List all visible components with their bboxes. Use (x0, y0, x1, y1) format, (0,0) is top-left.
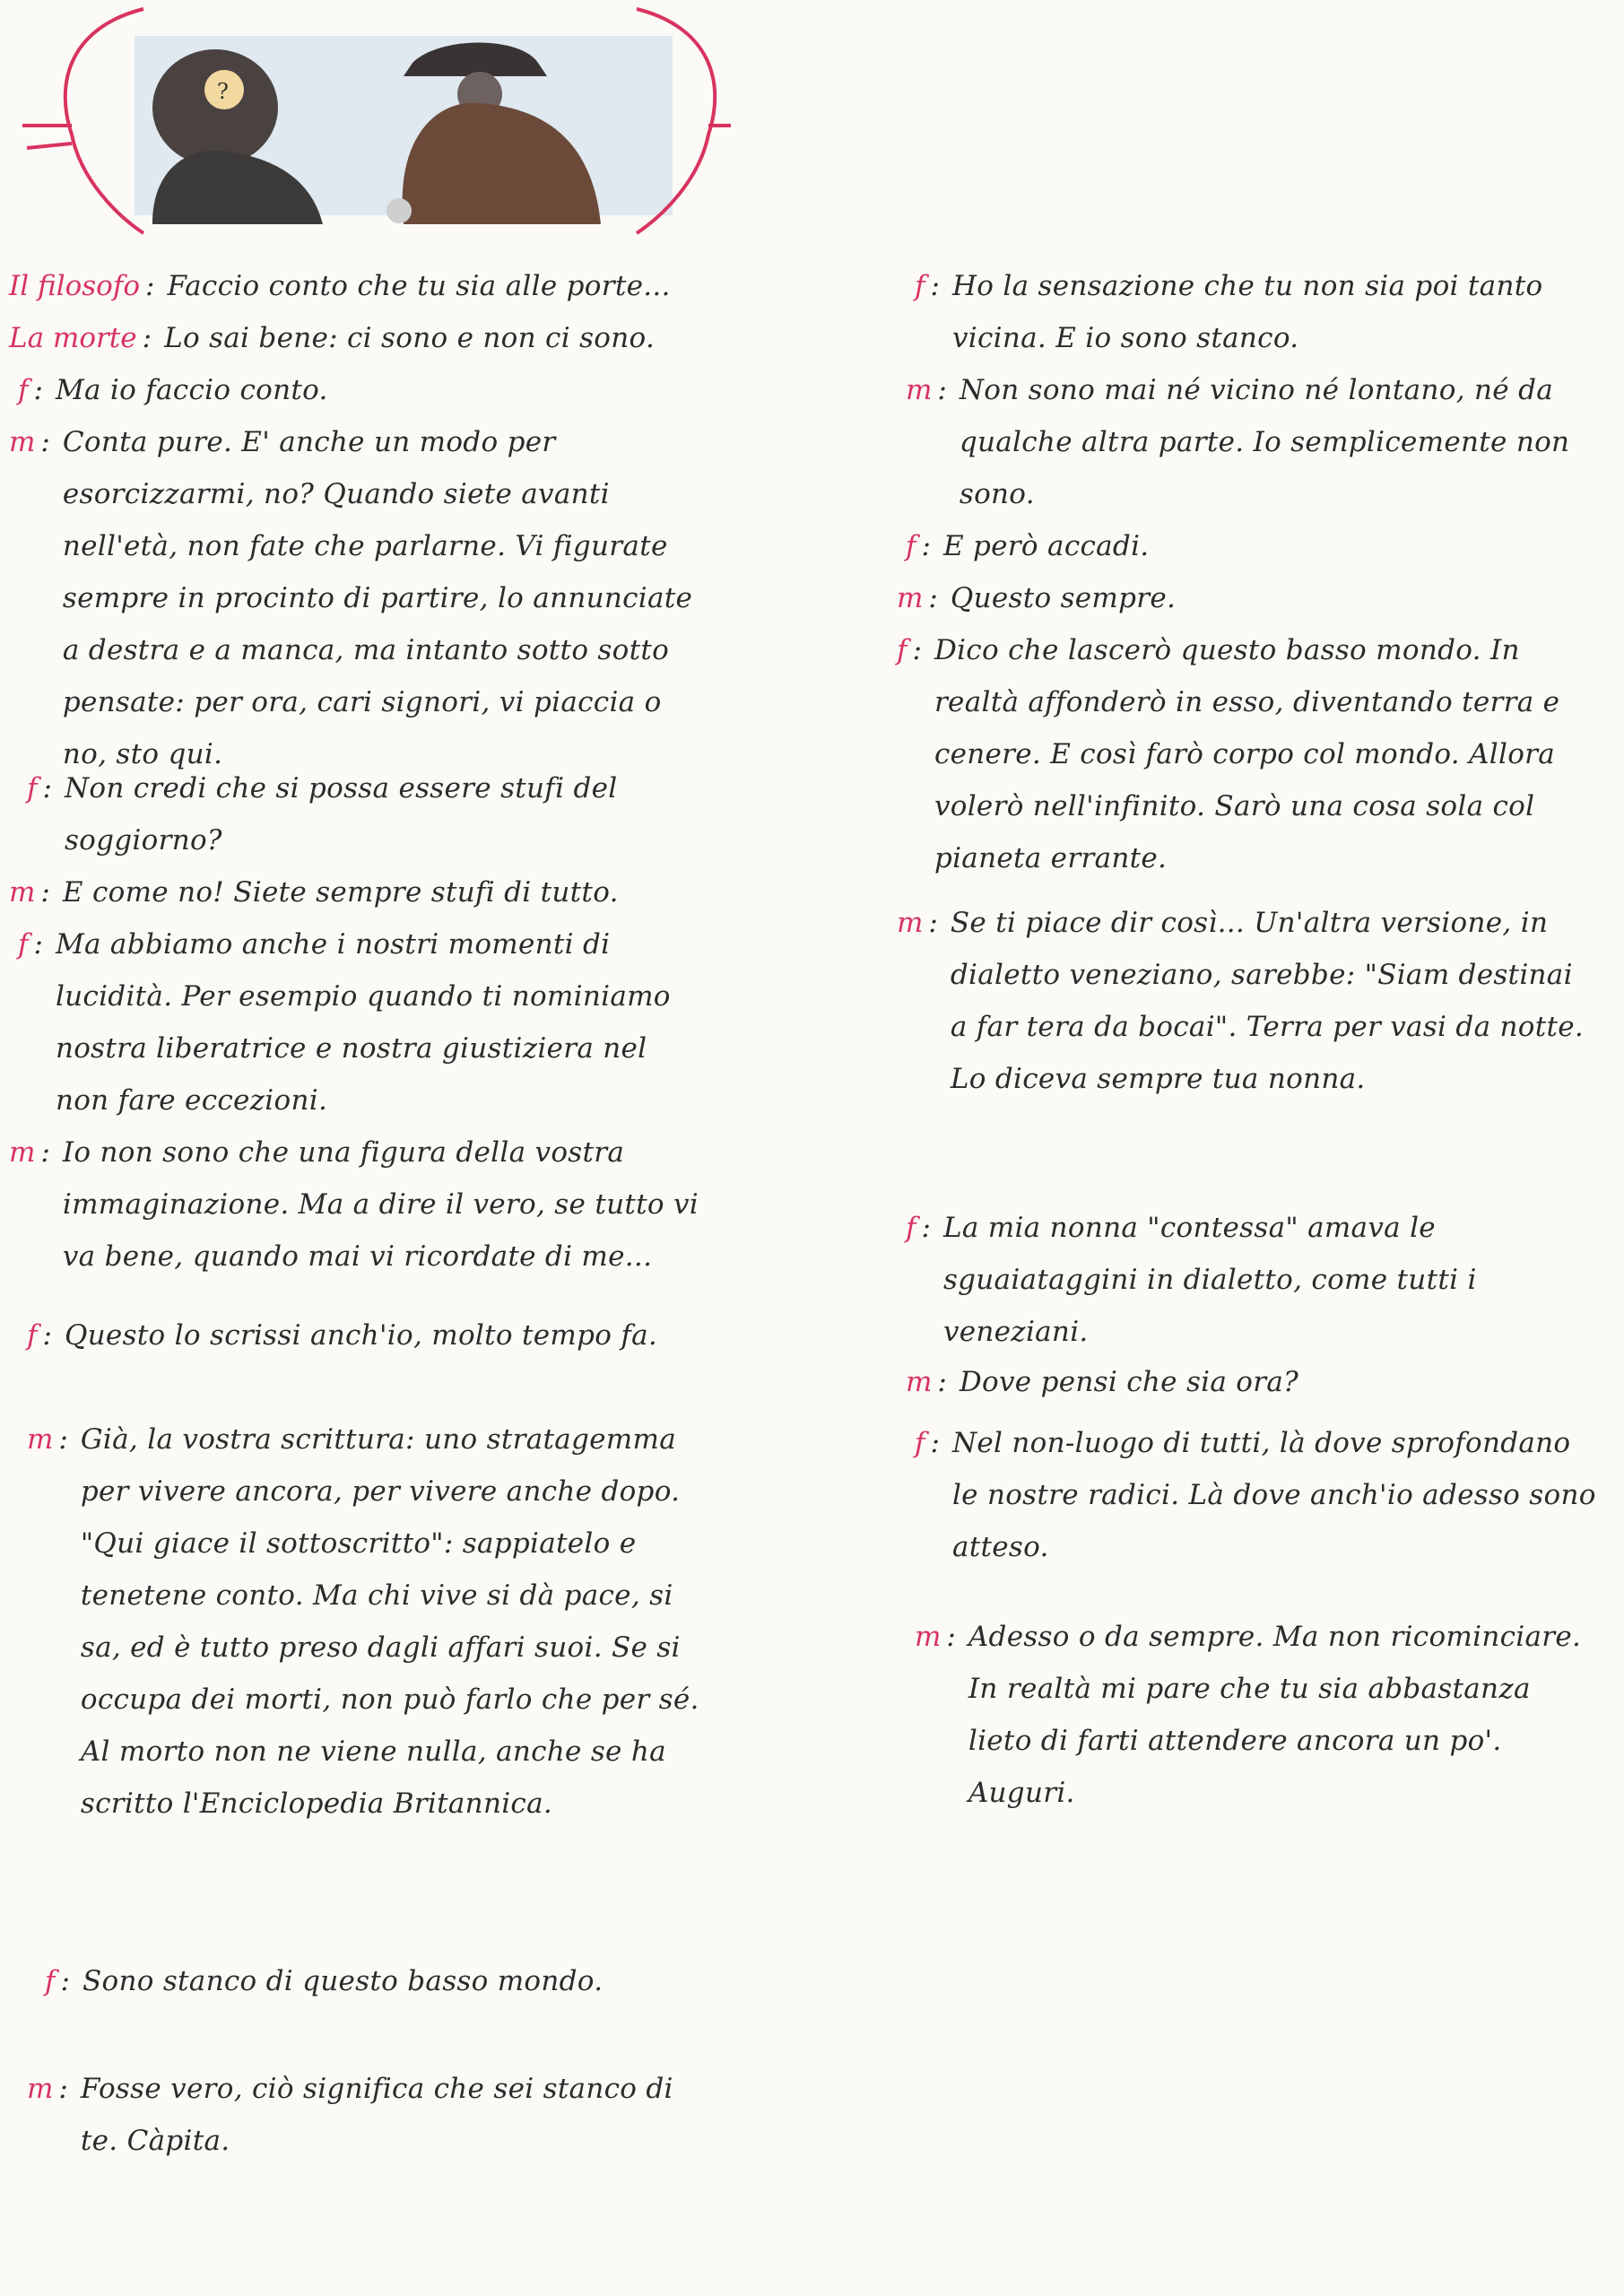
dialogue-text: Conta pure. E' anche un modo per esorcizzarmi, no? Quando siete avanti nell'età, non fate che parlarne. Vi figurate sempre in procinto di partire, lo annunciate a destra e a manca, ma intanto sotto sotto pensate: per ora, cari signori, vi piaccia o no, sto qui. (62, 426, 693, 770)
dialogue-text: Se ti piace dir così... Un'altra versione, in dialetto veneziano, sarebbe: "Siam destinai a far tera da bocai". Terra per vasi da notte. Lo diceva sempre tua nonna. (950, 907, 1585, 1095)
dialogue-text: Ho la sensazione che tu non sia poi tanto vicina. E io sono stanco. (951, 270, 1543, 354)
dialogue-text: Dove pensi che sia ora? (959, 1366, 1299, 1398)
speaker-colon: : (33, 374, 43, 406)
speaker-label: m (27, 1423, 54, 1456)
left-dash-icon (27, 144, 72, 148)
dialogue-line (18, 918, 708, 1126)
dialogue-line (897, 624, 1596, 884)
speaker-label: m (897, 907, 924, 939)
dialogue-text: E come no! Siete sempre stufi di tutto. (62, 876, 619, 909)
speaker-colon: : (42, 772, 52, 804)
speaker-colon: : (58, 1423, 68, 1456)
dialogue-line (915, 1611, 1596, 1819)
speaker-label: f (27, 1319, 38, 1352)
speaker-colon: : (937, 1366, 947, 1398)
speaker-label: m (9, 876, 36, 909)
speaker-label: f (18, 374, 29, 406)
speaker-colon: : (937, 374, 947, 406)
speaker-label: m (9, 426, 36, 458)
speaker-label: m (906, 374, 933, 406)
skull-hand (386, 198, 412, 223)
dialogue-line (45, 1955, 708, 2007)
speaker-label: f (906, 1212, 916, 1244)
dialogue-text: E però accadi. (942, 530, 1150, 562)
speaker-label: f (27, 772, 38, 804)
speaker-label: m (906, 1366, 933, 1398)
dialogue-line (9, 1126, 708, 1283)
dialogue-line (27, 1413, 708, 1830)
speaker-label: f (45, 1965, 56, 1997)
speaker-label: f (915, 270, 925, 302)
speaker-colon: : (930, 1427, 940, 1459)
dialogue-text: Lo sai bene: ci sono e non ci sono. (164, 322, 656, 354)
dialogue-line (906, 1356, 1596, 1408)
dialogue-text: Già, la vostra scrittura: uno stratagemma per vivere ancora, per vivere anche dopo. "Qui giace il sottoscritto": sappiatelo e tenetene conto. Ma chi vive si dà pace, si sa, ed è tutto preso dagli affari suoi. Se si occupa dei morti, non può farlo che per sé. Al morto non ne viene nulla, anche se ha scritto l'Enciclopedia Britannica. (80, 1423, 699, 1820)
speaker-label: f (915, 1427, 925, 1459)
speaker-label: m (915, 1621, 942, 1653)
dialogue-text: Nel non-luogo di tutti, là dove sprofondano le nostre radici. Là dove anch'io adesso sono atteso. (951, 1427, 1596, 1563)
dialogue-text: Questo lo scrissi anch'io, molto tempo fa. (64, 1319, 658, 1352)
speaker-label: La morte (9, 322, 137, 354)
speaker-colon: : (33, 928, 43, 961)
dialogue-line (906, 1202, 1596, 1358)
dialogue-text: Ma abbiamo anche i nostri momenti di lucidità. Per esempio quando ti nominiamo nostra liberatrice e nostra giustiziera nel non fare eccezioni. (55, 928, 671, 1117)
speaker-label: f (18, 928, 29, 961)
dialogue-text: Dico che lascerò questo basso mondo. In realtà affonderò in esso, diventando terra e cenere. E così farò corpo col mondo. Allora volerò nell'infinito. Sarò una cosa sola col pianeta errante. (934, 634, 1560, 874)
dialogue-line (897, 572, 1596, 624)
speaker-colon: : (144, 270, 155, 302)
dialogue-line (906, 520, 1596, 572)
speaker-label: f (897, 634, 908, 666)
speaker-label: m (897, 582, 924, 614)
dialogue-text: Io non sono che una figura della vostra immaginazione. Ma a dire il vero, se tutto vi va bene, quando mai vi ricordate di me... (62, 1136, 699, 1273)
speaker-colon: : (921, 530, 931, 562)
speaker-colon: : (928, 907, 938, 939)
speaker-label: m (9, 1136, 36, 1169)
speaker-colon: : (946, 1621, 956, 1653)
dialogue-text: Fosse vero, ciò significa che sei stanco di te. Càpita. (80, 2073, 673, 2157)
dialogue-text: La mia nonna "contessa" amava le sguaiataggini in dialetto, come tutti i veneziani. (942, 1212, 1477, 1348)
nun-hair (152, 49, 278, 166)
dialogue-text: Non credi che si possa essere stufi del soggiorno? (64, 772, 618, 857)
speaker-colon: : (928, 582, 938, 614)
dialogue-line (9, 312, 870, 364)
speaker-colon: : (40, 1136, 50, 1169)
dialogue-line (9, 866, 717, 918)
speaker-colon: : (142, 322, 152, 354)
speaker-colon: : (42, 1319, 52, 1352)
left-bracket-icon (65, 9, 143, 233)
speaker-label: m (27, 2073, 54, 2105)
dialogue-line (897, 897, 1596, 1105)
speaker-colon: : (58, 2073, 68, 2105)
dialogue-text: Questo sempre. (950, 582, 1177, 614)
speaker-colon: : (912, 634, 922, 666)
speaker-label: Il filosofo (9, 270, 140, 302)
speaker-colon: : (921, 1212, 931, 1244)
dialogue-text: Non sono mai né vicino né lontano, né da qualche altra parte. Io semplicemente non sono. (959, 374, 1570, 510)
speaker-label: f (906, 530, 916, 562)
speaker-colon: : (930, 270, 940, 302)
dialogue-line (9, 416, 708, 780)
dialogue-line (18, 364, 870, 416)
dialogue-line (906, 364, 1596, 520)
dialogue-line (9, 260, 870, 312)
dialogue-text: Adesso o da sempre. Ma non ricominciare. In realtà mi pare che tu sia abbastanza lieto di farti attendere ancora un po'. Auguri. (968, 1621, 1582, 1809)
speaker-colon: : (40, 426, 50, 458)
question-mark: ? (217, 79, 229, 104)
illustration-nun-and-death (18, 0, 735, 260)
dialogue-text: Ma io faccio conto. (55, 374, 328, 406)
dialogue-line (27, 2063, 708, 2167)
dialogue-text: Faccio conto che tu sia alle porte... (167, 270, 671, 302)
speaker-colon: : (60, 1965, 70, 1997)
dialogue-line (27, 762, 708, 866)
speaker-colon: : (40, 876, 50, 909)
dialogue-line (27, 1309, 708, 1361)
dialogue-line (915, 1417, 1596, 1573)
dialogue-text: Sono stanco di questo basso mondo. (82, 1965, 604, 1997)
dialogue-line (915, 260, 1596, 364)
